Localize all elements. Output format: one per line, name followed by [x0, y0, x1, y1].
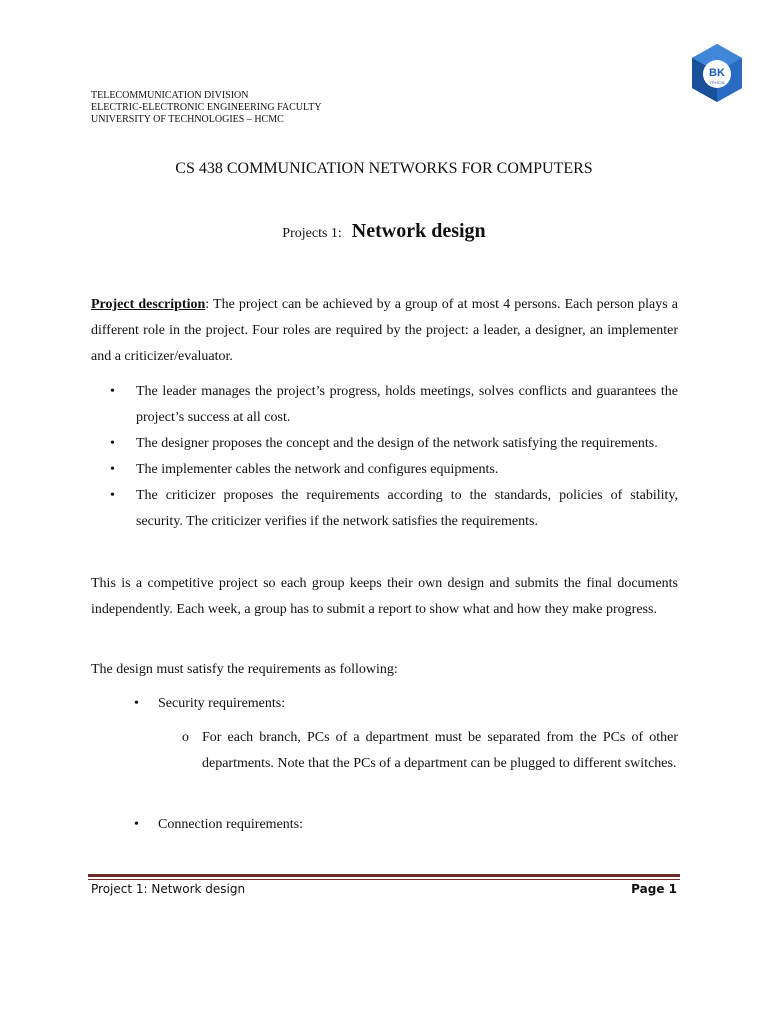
header-faculty: ELECTRIC-ELECTRONIC ENGINEERING FACULTY: [91, 102, 322, 113]
role-implementer: The implementer cables the network and configures equipments.: [136, 462, 499, 477]
page-number: Page 1: [631, 882, 677, 896]
institution-header: [91, 90, 322, 126]
footer-divider-thin: [88, 879, 680, 880]
project-name: Network design: [351, 220, 486, 242]
design-intro: The design must satisfy the requirements as following:: [91, 662, 398, 677]
header-division: TELECOMMUNICATION DIVISION: [91, 90, 249, 101]
circle-bullet-icon: o: [182, 730, 189, 745]
logo-subtext: TP.HCM: [709, 80, 725, 85]
bullet-icon: •: [110, 436, 115, 451]
header-university: UNIVERSITY OF TECHNOLOGIES – HCMC: [91, 114, 284, 125]
logo-text: BK: [709, 67, 725, 79]
connection-requirements-item: [134, 812, 678, 838]
university-logo: [686, 42, 748, 104]
list-item: [110, 457, 678, 483]
bullet-icon: •: [110, 462, 115, 477]
security-sub-item: [182, 725, 678, 777]
list-item: [110, 483, 678, 535]
logo-hexagon-icon: [686, 42, 748, 104]
connection-requirements-label: Connection requirements:: [158, 817, 304, 832]
security-requirements-label: Security requirements:: [158, 696, 286, 711]
bullet-icon: •: [110, 384, 115, 399]
list-item: [110, 431, 678, 457]
security-sub-text: For each branch, PCs of a department must be separated from the PCs of other departments. Note that the PCs of a department can be plugged to different switches.: [202, 730, 678, 771]
course-title: CS 438 COMMUNICATION NETWORKS FOR COMPUTERS: [175, 160, 593, 177]
project-description-text: : The project can be achieved by a group of at most 4 persons. Each person plays a different role in the project. Four roles are required by the project: a leader, a designer, an implementer and a criticizer/evaluator.: [91, 297, 678, 364]
project-label: Projects 1:: [282, 226, 342, 241]
bullet-icon: •: [110, 488, 115, 503]
footer-title: Project 1: Network design: [91, 882, 246, 896]
project-title-line: [0, 220, 768, 243]
list-item: [110, 379, 678, 431]
security-requirements-item: [134, 691, 678, 717]
project-description-heading: Project description: [91, 297, 206, 312]
role-criticizer: The criticizer proposes the requirements according to the standards, policies of stability, security. The criticizer verifies if the network satisfies the requirements.: [136, 488, 678, 529]
roles-list: [110, 379, 678, 535]
competitive-paragraph: This is a competitive project so each group keeps their own design and submits the final documents independently. Each week, a group has to submit a report to show what and how they make progress.: [91, 576, 678, 617]
bullet-icon: •: [134, 817, 139, 832]
footer-divider: [88, 874, 680, 877]
project-description: [91, 292, 678, 370]
bullet-icon: •: [134, 696, 139, 711]
role-leader: The leader manages the project’s progress, holds meetings, solves conflicts and guarantees the project’s success at all cost.: [136, 384, 678, 425]
role-designer: The designer proposes the concept and the design of the network satisfying the requirements.: [136, 436, 658, 451]
